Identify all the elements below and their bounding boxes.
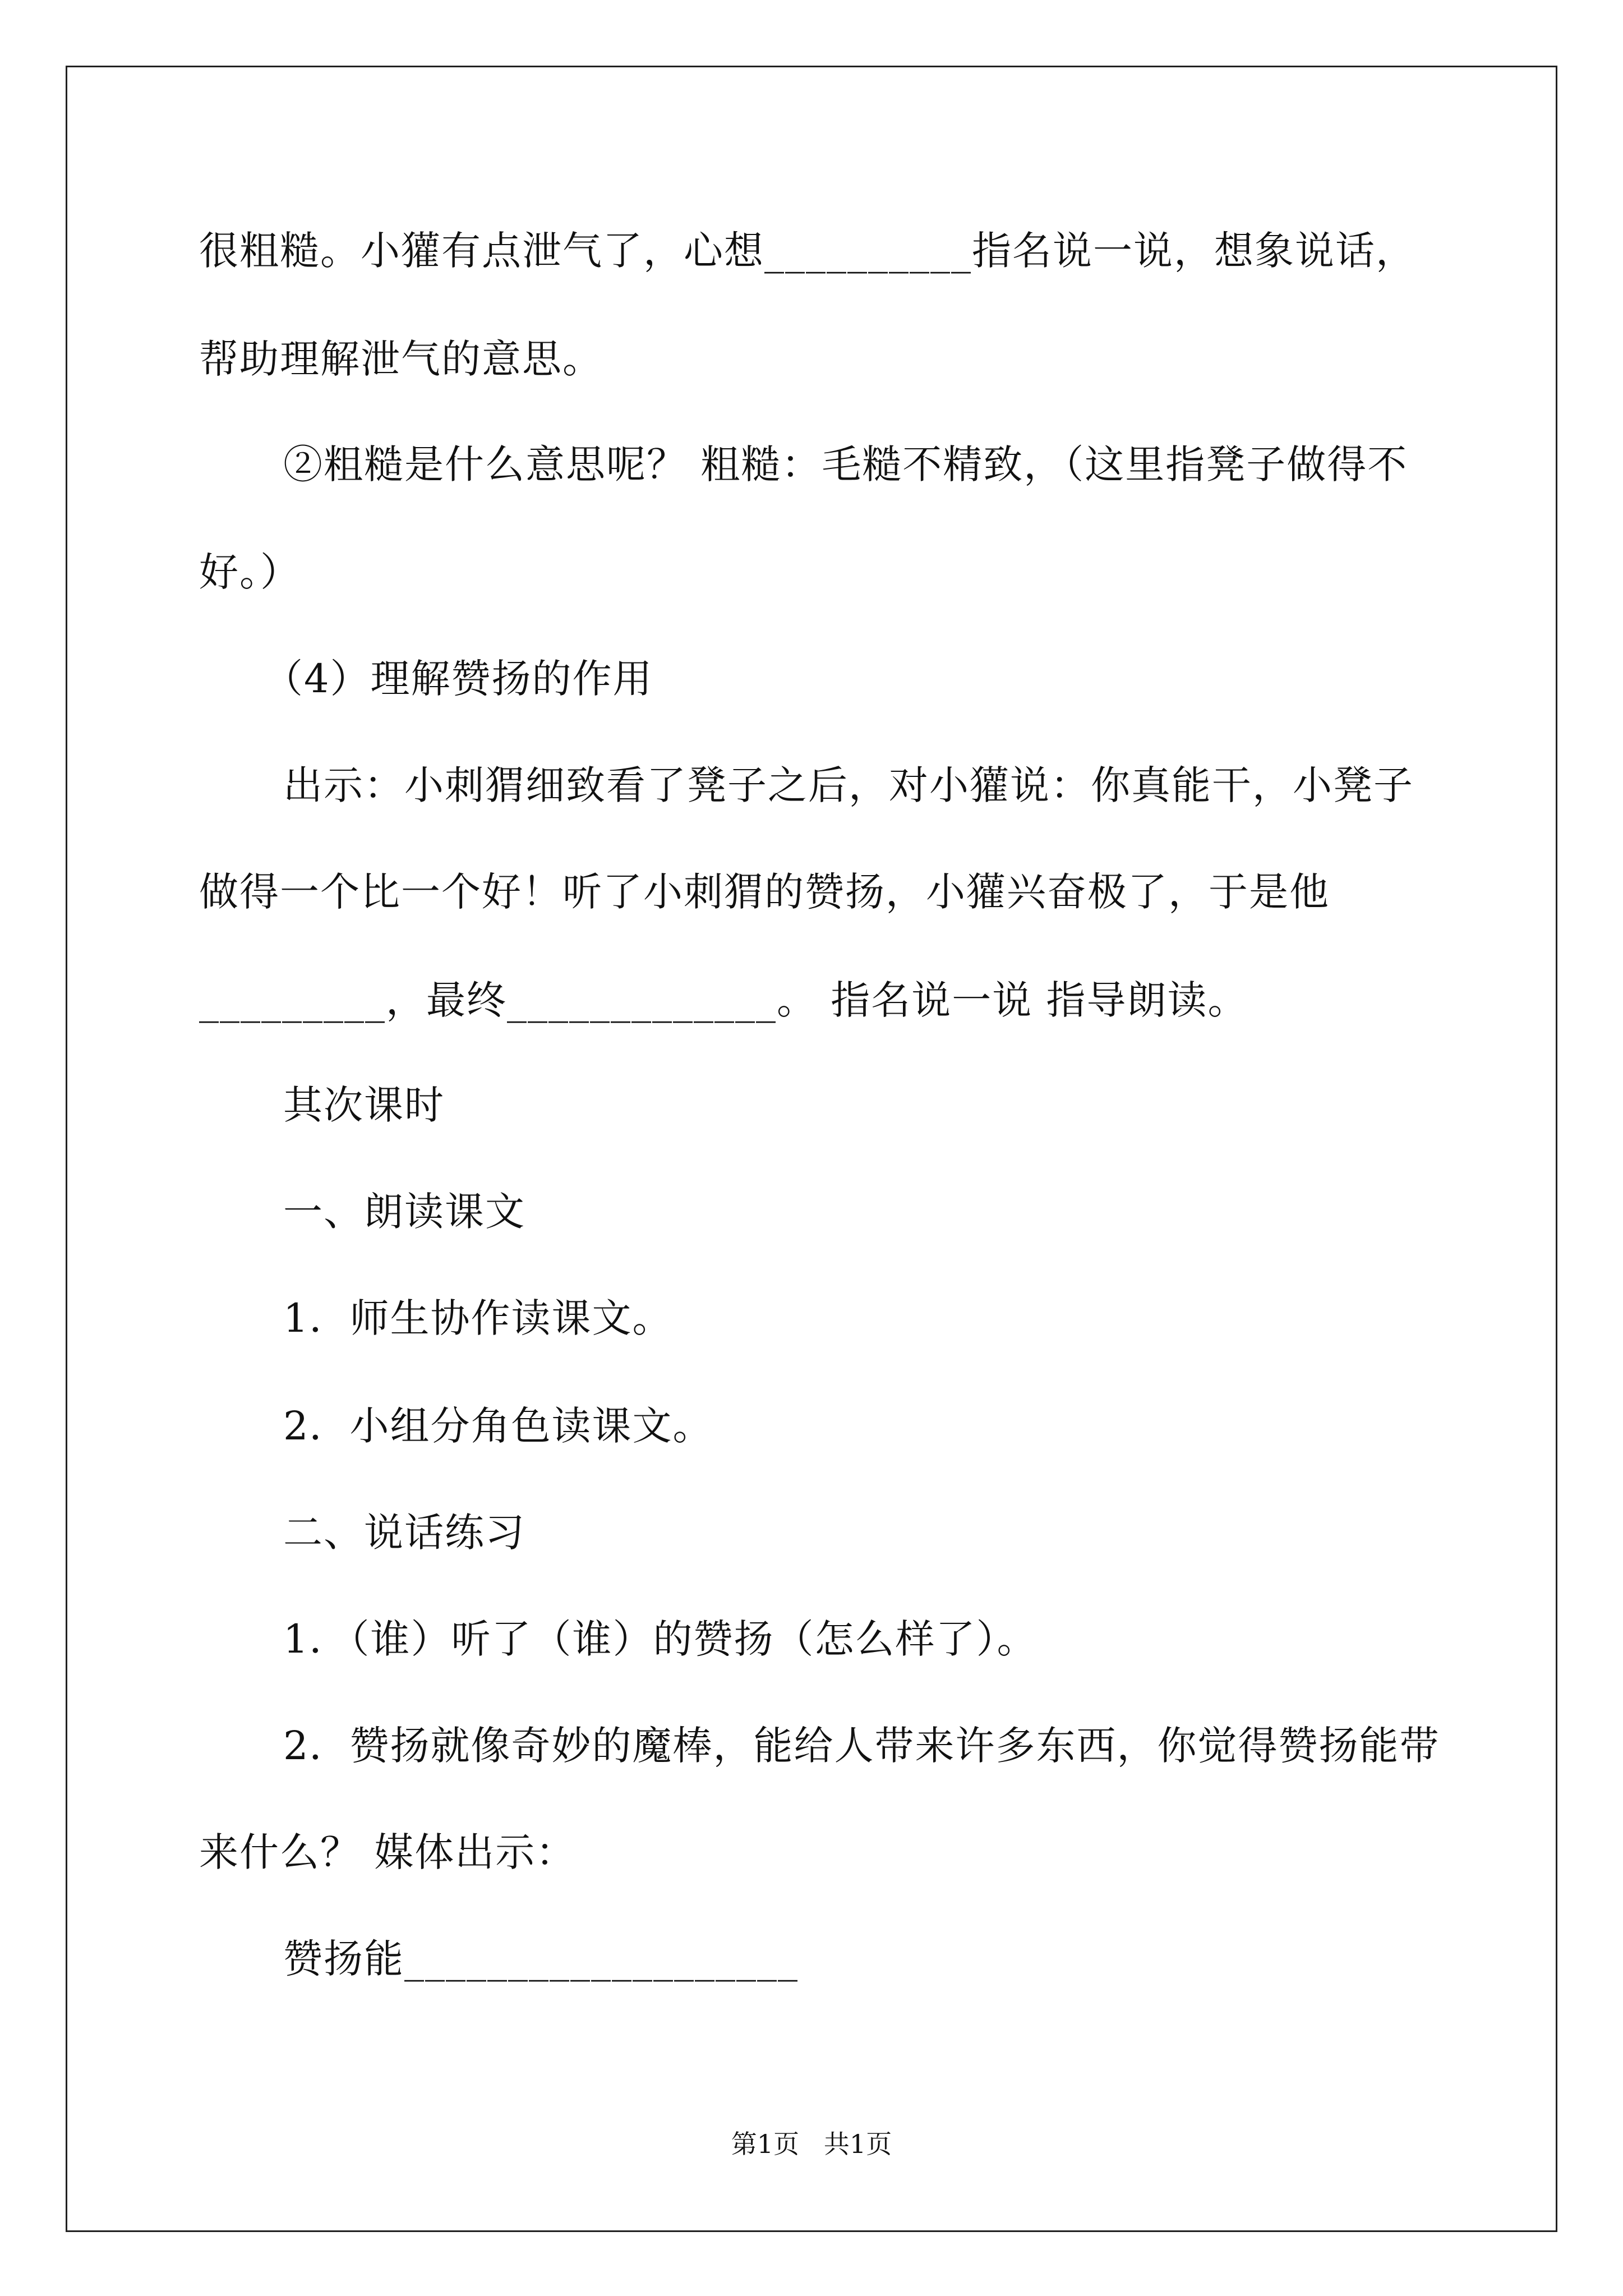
section-heading: 一、朗读课文 [283,1189,525,1235]
text-line: 出示：小刺猬细致看了凳子之后，对小獾说：你真能干，小凳子 [283,762,1414,808]
section-heading: 二、说话练习 [283,1510,525,1556]
list-item: 2．小组分角色读课文。 [283,1403,713,1449]
list-item: 1．师生协作读课文。 [283,1295,673,1341]
text-line: 赞扬能___________________ [283,1936,799,1982]
list-item: 2．赞扬就像奇妙的魔棒，能给人带来许多东西，你觉得赞扬能带 [283,1723,1440,1769]
text-line: _________，最终_____________。 指名说一说 指导朗读。 [199,977,1248,1023]
text-line: 做得一个比一个好！听了小刺猬的赞扬，小獾兴奋极了，于是他 [199,869,1330,915]
text-line: ②粗糙是什么意思呢？ 粗糙：毛糙不精致，（这里指凳子做得不 [283,441,1408,487]
section-heading: （4）理解赞扬的作用 [264,656,653,702]
list-item: 1．（谁）听了（谁）的赞扬（怎么样了）。 [283,1616,1038,1662]
text-line: 来什么？ 媒体出示： [199,1829,577,1875]
text-line: 好。） [199,549,301,595]
text-line: 很粗糙。小獾有点泄气了，心想__________指名说一说，想象说话， [199,228,1416,274]
section-heading: 其次课时 [283,1082,445,1128]
text-line: 帮助理解泄气的意思。 [199,336,603,382]
page-frame [66,66,1557,2232]
page-footer: 第1页 共1页 [731,2129,892,2159]
